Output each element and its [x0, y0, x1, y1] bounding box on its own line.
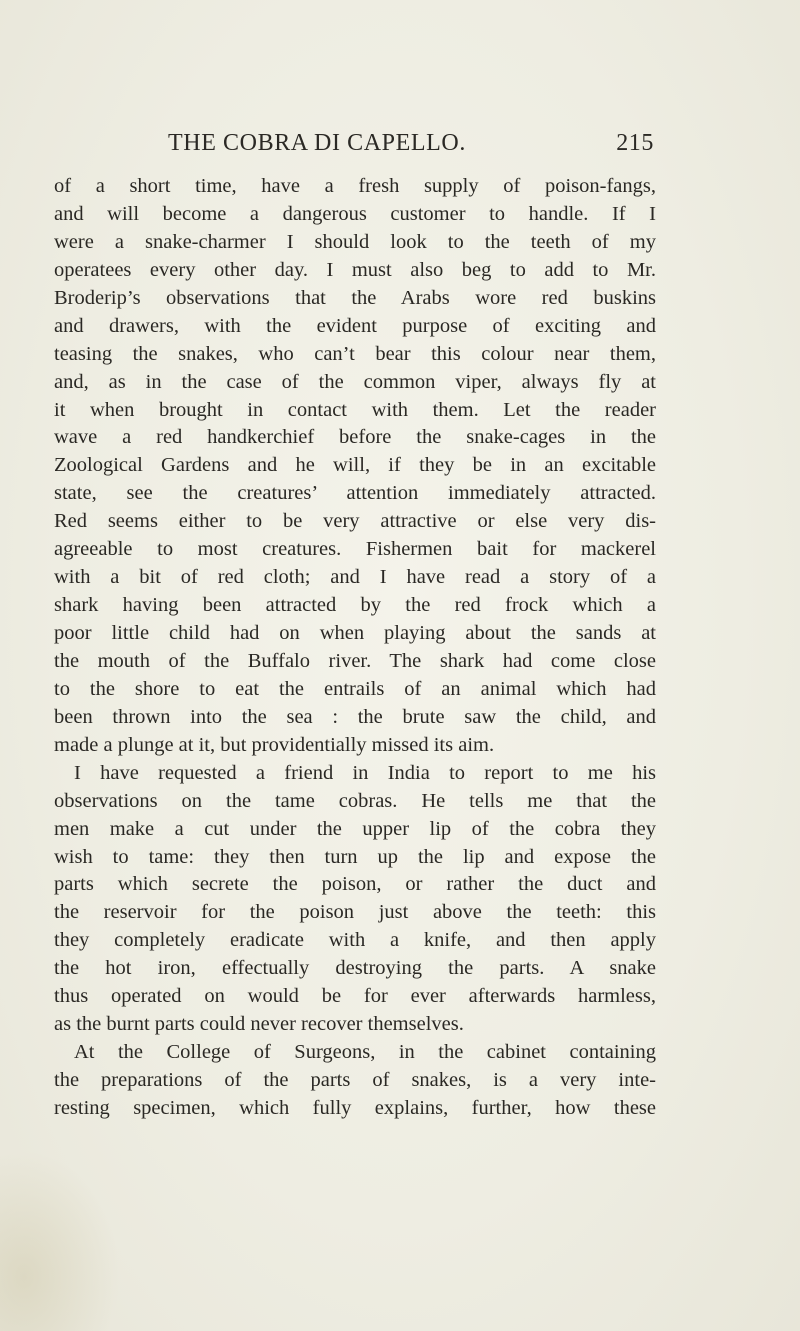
- text-line: resting specimen, which fully explains, further, how these: [54, 1096, 656, 1119]
- text-line: thus operated on would be for ever afterwards harmless,: [54, 985, 656, 1008]
- text-line: they completely eradicate with a knife, and then apply: [54, 929, 656, 952]
- text-line: and drawers, with the evident purpose of exciting and: [54, 314, 656, 337]
- text-line: were a snake-charmer I should look to the teeth of my: [54, 230, 656, 253]
- text-line: poor little child had on when playing about the sands at: [54, 622, 656, 644]
- text-line: made a plunge at it, but providentially missed its aim.: [54, 733, 495, 756]
- text-line: parts which secrete the poison, or rather the duct and: [54, 873, 656, 896]
- text-line: agreeable to most creatures. Fishermen bait for mackerel: [54, 538, 656, 561]
- text-line: with a bit of red cloth; and I have read a story of a: [54, 566, 656, 589]
- text-line: wave a red handkerchief before the snake-cages in the: [54, 426, 656, 449]
- running-head: [160, 130, 660, 164]
- text-line: teasing the snakes, who can’t bear this colour near them,: [54, 342, 656, 365]
- text-line: At the College of Surgeons, in the cabinet containing: [74, 1041, 656, 1064]
- text-line: Broderip’s observations that the Arabs wore red buskins: [54, 286, 656, 309]
- running-title: THE COBRA DI CAPELLO.: [168, 130, 466, 156]
- text-line: shark having been attracted by the red frock which a: [54, 594, 656, 617]
- text-line: the preparations of the parts of snakes, is a very inte-: [54, 1069, 656, 1091]
- page-number: 215: [616, 130, 654, 156]
- text-line: men make a cut under the upper lip of the cobra they: [54, 817, 656, 840]
- text-line: wish to tame: they then turn up the lip and expose the: [54, 845, 656, 868]
- text-line: operatees every other day. I must also beg to add to Mr.: [54, 258, 656, 281]
- text-line: Red seems either to be very attractive or else very dis-: [54, 510, 656, 533]
- text-line: the mouth of the Buffalo river. The shark had come close: [54, 649, 656, 672]
- text-line: observations on the tame cobras. He tells me that the: [54, 789, 656, 812]
- text-line: as the burnt parts could never recover themselves.: [54, 1013, 464, 1036]
- text-line: and will become a dangerous customer to handle. If I: [54, 202, 656, 225]
- text-line: I have requested a friend in India to report to me his: [74, 761, 656, 784]
- text-line: it when brought in contact with them. Let the reader: [54, 398, 656, 421]
- text-line: to the shore to eat the entrails of an animal which had: [54, 677, 656, 700]
- body-text: [54, 173, 656, 1123]
- text-line: and, as in the case of the common viper, always fly at: [54, 370, 656, 393]
- paper-stain: [0, 1150, 120, 1331]
- text-line: state, see the creatures’ attention immediately attracted.: [54, 482, 656, 505]
- text-line: the reservoir for the poison just above the teeth: this: [54, 901, 656, 924]
- text-line: of a short time, have a fresh supply of poison-fangs,: [54, 175, 656, 197]
- text-line: the hot iron, effectually destroying the parts. A snake: [54, 957, 656, 980]
- text-line: been thrown into the sea : the brute saw the child, and: [54, 705, 656, 728]
- text-line: Zoological Gardens and he will, if they be in an excitable: [54, 454, 656, 477]
